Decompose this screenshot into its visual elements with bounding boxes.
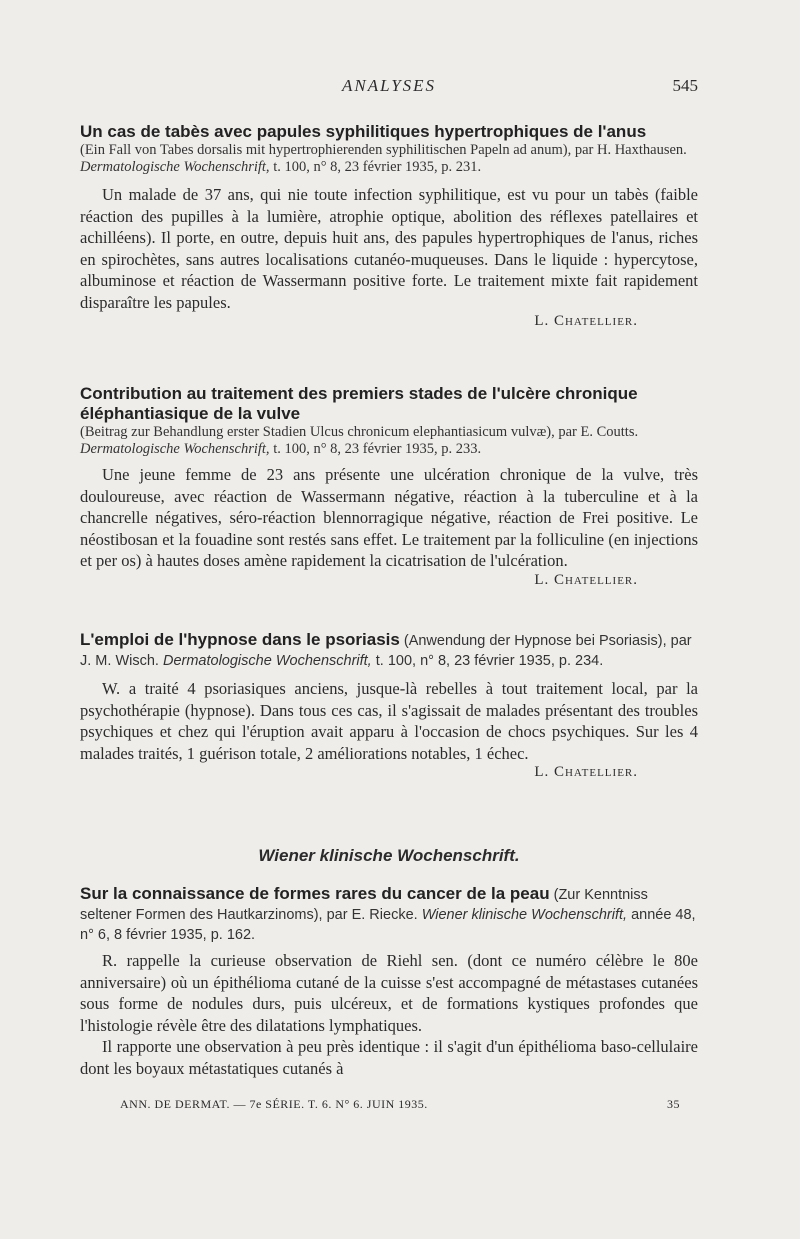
section-title: Wiener klinische Wochenschrift. <box>258 846 520 865</box>
article-reference: (Ein Fall von Tabes dorsalis mit hypertrophierenden syphilitischen Papeln ad anum), par H. Haxthausen. Dermatologische Wochenschrift, t. 100, n° 8, 23 février 1935, p. 231. <box>80 142 687 175</box>
article-title: Sur la connaissance de formes rares du cancer de la peau (Zur Kenntniss seltener Formen des Hautkarzinoms), par E. Riecke. Wiener klinische Wochenschrift, année 48, n° 6, 8 février 1935, p. 162. <box>80 884 696 943</box>
article-ulcere <box>80 384 698 589</box>
article-title: L'emploi de l'hypnose dans le psoriasis (Anwendung der Hypnose bei Psoriasis), par J. M. Wisch. Dermatologische Wochenschrift, t. 100, n° 8, 23 février 1935, p. 234. <box>80 630 692 669</box>
article-tabes <box>80 122 698 330</box>
article-signature: L. Chatellier. <box>534 571 638 588</box>
article-body-continued: Il rapporte une observation à peu près identique : il s'agit d'un épithélioma baso-cellulaire dont les boyaux métastatiques cutanés à <box>80 1037 698 1078</box>
article-reference: (Beitrag zur Behandlung erster Stadien Ulcus chronicum elephantiasicum vulvæ), par E. Coutts. Dermatologische Wochenschrift, t. 100, n° 8, 23 février 1935, p. 233. <box>80 424 639 457</box>
running-head: ANALYSES <box>341 76 437 95</box>
article-body: Un malade de 37 ans, qui nie toute infection syphilitique, est vu pour un tabès (faible réaction des pupilles à la lumière, atrophie optique, abolition des réflexes patellaires et achilléens). Il porte, en outre, depuis huit ans, des papules hypertrophiques de l'anus, riches en spirochètes, sans autres localisations cutanéo-muqueuses. Dans le liquide : hypercytose, albuminose et réaction de Wassermann positive forte. Le traitement mixte fait rapidement disparaître les papules. <box>80 185 698 312</box>
page-number: 545 <box>672 76 698 95</box>
article-signature: L. Chatellier. <box>534 764 638 780</box>
article-signature: L. Chatellier. <box>534 313 638 329</box>
article-body: W. a traité 4 psoriasiques anciens, jusque-là rebelles à tout traitement local, par la psychothérapie (hypnose). Dans tous ces cas, il s'agissait de malades présentant des troubles psychiques et chez qui l'éruption avait apparu à l'occasion de chocs psychiques. Sur les 4 malades traités, 1 guérison totale, 2 améliorations notables, 1 échec. <box>80 679 698 763</box>
article-title: Un cas de tabès avec papules syphilitiques hypertrophiques de l'anus <box>80 122 647 141</box>
article-body: R. rappelle la curieuse observation de Riehl sen. (dont ce numéro célèbre le 80e anniversaire) où un épithélioma cutané de la cuisse s'est accompagné de métastases cutanées sous forme de nodules durs, puis ulcéreux, et de formations kystiques profondes que l'histologie révèle être des dilatations lymphatiques. <box>80 951 698 1035</box>
article-cancer-peau <box>80 884 698 1079</box>
footer-citation: ANN. DE DERMAT. — 7e SÉRIE. T. 6. N° 6. JUIN 1935. <box>120 1097 428 1111</box>
footer-signature-number: 35 <box>667 1097 680 1111</box>
article-title: Contribution au traitement des premiers stades de l'ulcère chronique éléphantiasique de la vulve <box>80 384 638 423</box>
page-header <box>80 76 698 102</box>
article-body: Une jeune femme de 23 ans présente une ulcération chronique de la vulve, très douloureuse, avec réaction de Wassermann négative, réaction à la tuberculine et à la chancrelle négatives, séro-réaction blennorragique négative, réaction de Frei positive. Le néostibosan et la fouadine sont restés sans effet. Le traitement par la folliculine (en injections et per os) à hautes doses amène rapidement la cicatrisation de l'ulcération. <box>80 465 698 570</box>
article-hypnose <box>80 630 698 781</box>
